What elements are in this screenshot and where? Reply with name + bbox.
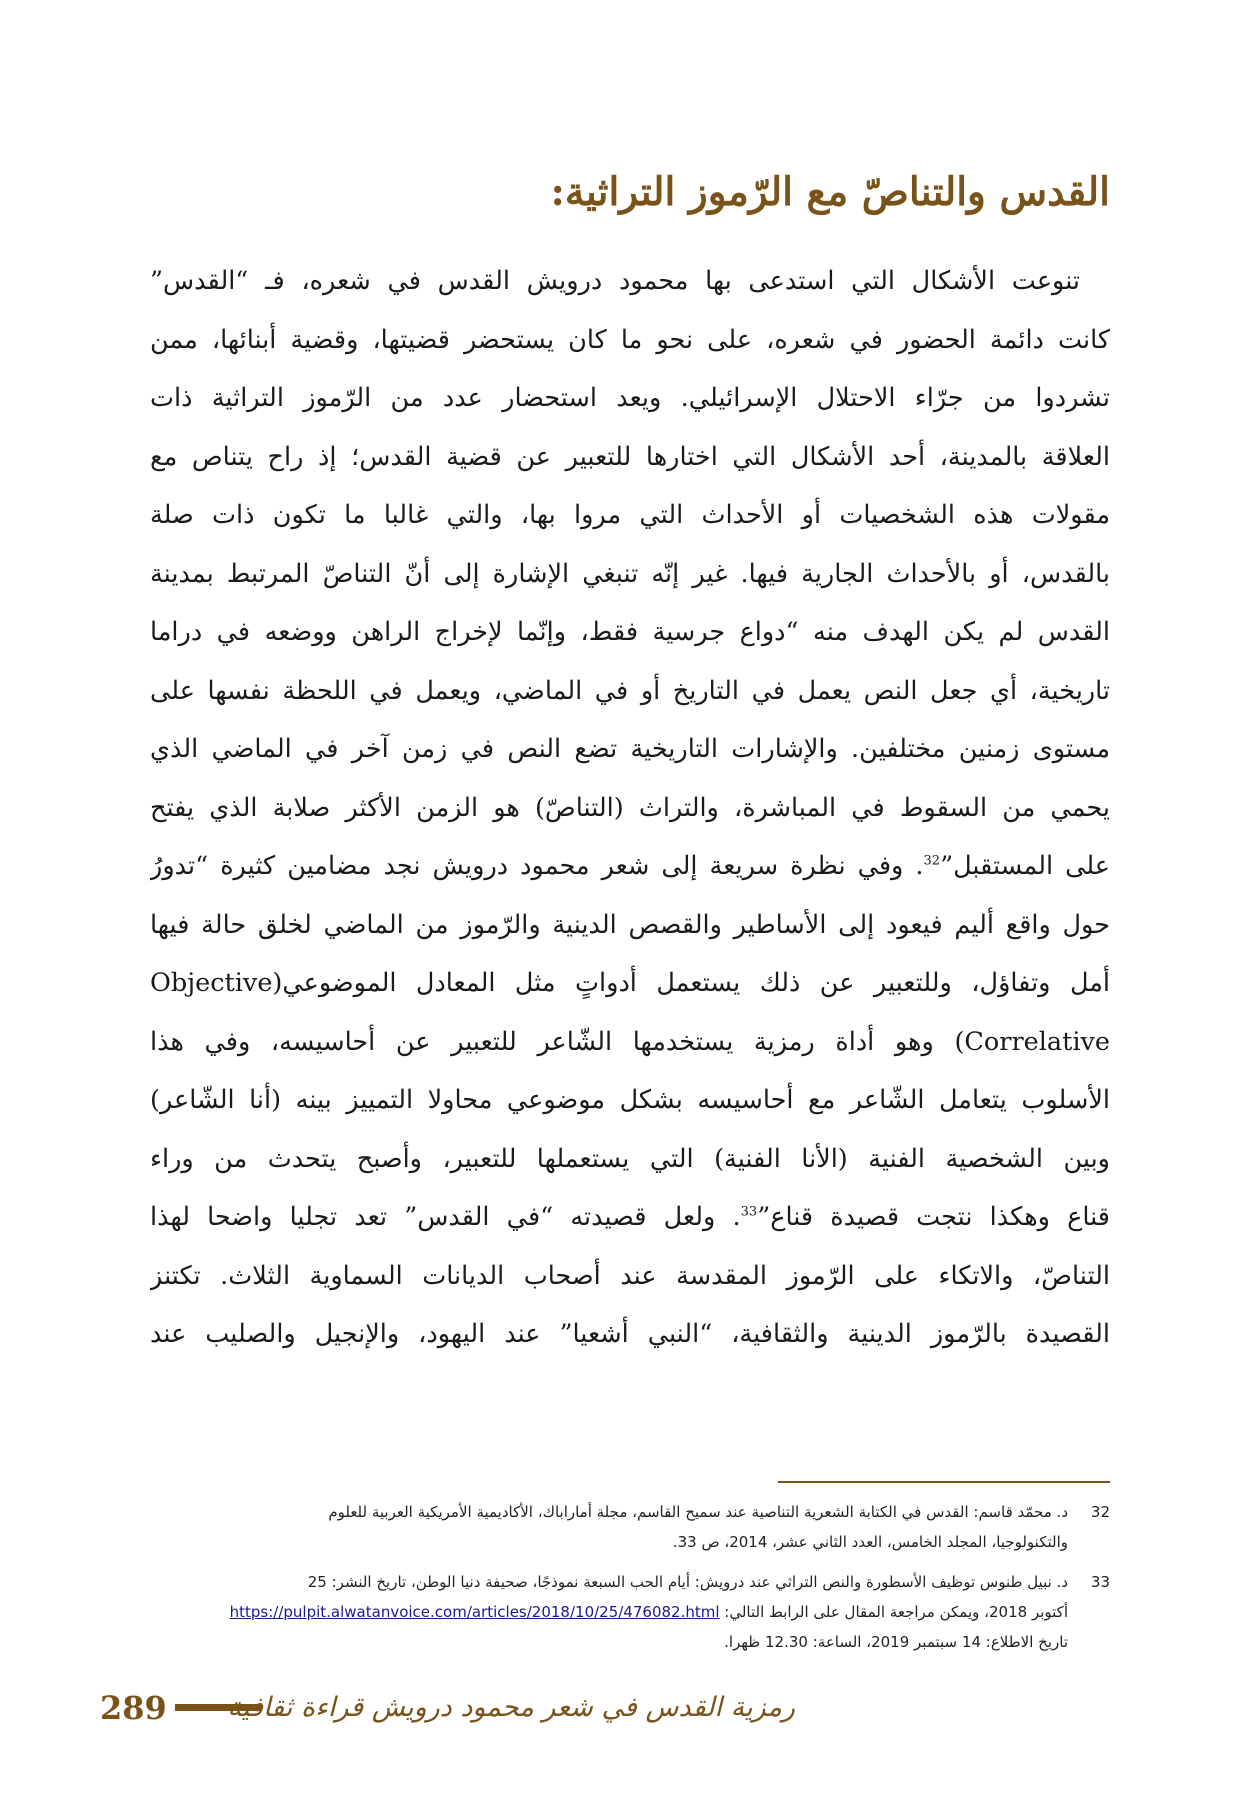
body-line [150,603,1110,662]
body-line [150,1071,1110,1130]
footnote-line: د. محمّد قاسم: القدس في الكتابة الشعرية التناصية عند سميح القاسم، مجلة أماراباك، الأكاديمية الأمريكية العربية للعلوم [328,1503,1068,1521]
body-line [150,662,1110,721]
body-line-text: مستوى زمنين مختلفين. والإشارات التاريخية تضع النص في زمن آخر في الماضي الذي [150,734,1110,764]
page-number: 289 [100,1689,167,1727]
body-line-text: حول واقع أليم فيعود إلى الأساطير والقصص الدينية والرّموز من الماضي لخلق حالة فيها [150,909,1110,940]
body-line-text: تشردوا من جرّاء الاحتلال الإسرائيلي. ويعد استحضار عدد من الرّموز التراثية ذات [150,383,1110,413]
body-line-text: وبين الشخصية الفنية (الأنا الفنية) التي يستعملها للتعبير، وأصبح يتحدث من وراء [150,1143,1110,1174]
body-line [150,1130,1110,1189]
body-line [150,1013,1110,1072]
body-line [150,428,1110,487]
body-line-text: كانت دائمة الحضور في شعره، على نحو ما كان يستحضر قضيتها، وقضية أبنائها، ممن [150,324,1110,355]
body-line [150,1188,1110,1247]
body-line [150,837,1110,896]
footnote-divider [778,1481,1110,1483]
body-line-text: العلاقة بالمدينة، أحد الأشكال التي اختارها للتعبير عن قضية القدس؛ إذ راح يتناص مع [150,441,1110,472]
running-title: رمزية القدس في شعر محمود درويش قراءة ثقافية [227,1692,795,1723]
footnote-33 [150,1567,1110,1657]
body-line [150,779,1110,838]
body-line [150,311,1110,370]
footnote-32 [150,1497,1110,1557]
footnote-number: 33 [1090,1573,1110,1591]
body-line [150,896,1110,955]
body-line [150,486,1110,545]
body-line-text: أمل وتفاؤل، وللتعبير عن ذلك يستعمل أدواتٍ مثل المعادل الموضوعي(Objective [150,968,1110,998]
body-line-text: القدس لم يكن الهدف منه “دواع جرسية فقط، وإنّما لإخراج الراهن ووضعه في دراما [150,617,1110,647]
body-line [150,954,1110,1013]
footnote-link[interactable]: https://pulpit.alwatanvoice.com/articles/2018/10/25/476082.html [229,1603,720,1621]
body-line-text: على المستقبل” [940,851,1110,881]
body-line [150,369,1110,428]
body-line-text: Correlative) وهو أداة رمزية يستخدمها الشّاعر للتعبير عن أحاسيسه، وفي هذا [150,1026,1110,1057]
footnote-line [150,1597,1068,1627]
footnote-line: والتكنولوجيا، المجلد الخامس، العدد الثاني عشر، 2014، ص 33. [672,1533,1068,1551]
body-line [150,720,1110,779]
body-line [150,252,1110,311]
body-line-text: القصيدة بالرّموز الدينية والثقافية، “النبي أشعيا” عند اليهود، والإنجيل والصليب عند [150,1319,1110,1349]
body-line [150,545,1110,604]
body-line-text: تاريخية، أي جعل النص يعمل في التاريخ أو في الماضي، ويعمل في اللحظة نفسها على [150,675,1110,706]
body-line-text: يحمي من السقوط في المباشرة، والتراث (التناصّ) هو الزمن الأكثر صلابة الذي يفتح [150,792,1110,823]
body-line [150,1247,1110,1306]
body-line-text: الأسلوب يتعامل الشّاعر مع أحاسيسه بشكل موضوعي محاولا التمييز بينه (أنا الشّاعر) [150,1085,1110,1115]
footnote-reference[interactable]: 32 [923,853,941,869]
body-line-text: تنوعت الأشكال التي استدعى بها محمود درويش القدس في شعره، فـ “القدس” [150,266,1080,296]
body-line-text: مقولات هذه الشخصيات أو الأحداث التي مروا بها، والتي غالبا ما تكون ذات صلة [150,500,1110,530]
body-text [150,252,1110,1364]
footnote-reference[interactable]: 33 [740,1204,758,1220]
footnote-line: تاريخ الاطلاع: 14 سبتمبر 2019، الساعة: 12.30 ظهرا. [724,1633,1068,1651]
footnote-text: أكتوبر 2018، ويمكن مراجعة المقال على الرابط التالي: [719,1603,1068,1621]
footnote-number: 32 [1090,1503,1110,1521]
body-line-text: . ولعل قصيدته “في القدس” تعد تجليا واضحا لهذا [150,1202,741,1232]
section-heading: القدس والتناصّ مع الرّموز التراثية: [550,169,1110,215]
body-line-text: . وفي نظرة سريعة إلى شعر محمود درويش نجد مضامين كثيرة “تدورُ [150,851,924,881]
page-footer [100,1686,1110,1730]
body-line [150,1305,1110,1364]
body-line-text: بالقدس، أو بالأحداث الجارية فيها. غير إنّه تنبغي الإشارة إلى أنّ التناصّ المرتبط بمدينة [150,558,1110,589]
body-line-text: قناع وهكذا نتجت قصيدة قناع” [757,1202,1110,1232]
body-line-text: التناصّ، والاتكاء على الرّموز المقدسة عند أصحاب الديانات السماوية الثلاث. تكتنز [150,1260,1110,1291]
footnotes [150,1497,1110,1667]
footnote-line: د. نبيل طنوس توظيف الأسطورة والنص التراثي عند درويش: أيام الحب السبعة نموذجًا، صحيفة دنيا الوطن، تاريخ النشر: 25 [307,1573,1068,1591]
